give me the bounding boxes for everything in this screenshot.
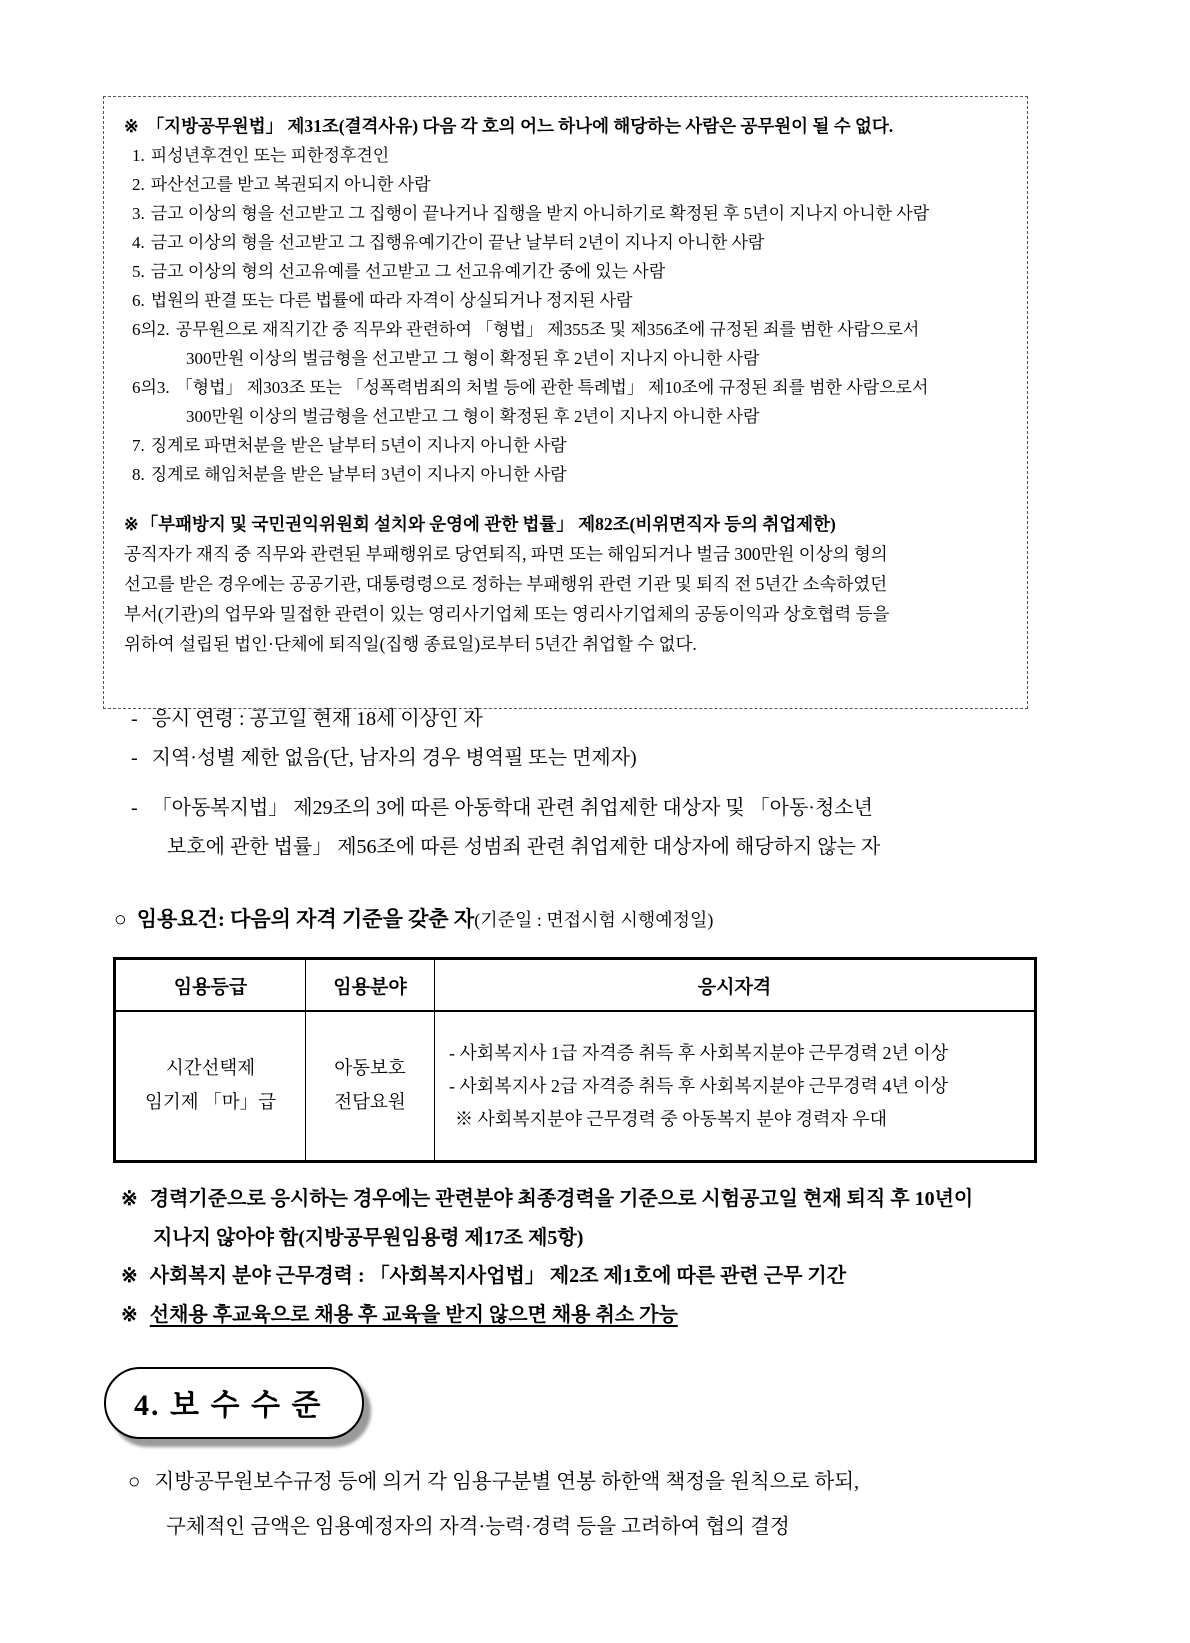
- disqualification-item-6-3-cont: 300만원 이상의 벌금형을 선고받고 그 형이 확정된 후 2년이 지나지 아니한 사람: [186, 407, 760, 426]
- disqualification-item-1: 1. 피성년후견인 또는 피한정후견인: [132, 146, 390, 165]
- reference-mark-icon: ※: [121, 1188, 138, 1210]
- corruption-law-body-line-2: 선고를 받은 경우에는 공공기관, 대통령령으로 정하는 부패행위 관련 기관 및 퇴직 전 5년간 소속하였던: [124, 574, 888, 594]
- disqualification-item-3: 3. 금고 이상의 형을 선고받고 그 집행이 끝나거나 집행을 받지 아니하기로 확정된 후 5년이 지나지 아니한 사람: [132, 204, 930, 223]
- disqualification-item-6-2-cont: 300만원 이상의 벌금형을 선고받고 그 형이 확정된 후 2년이 지나지 아니한 사람: [186, 349, 760, 368]
- notes-list: [121, 1180, 1131, 1334]
- reference-mark-icon: ※: [124, 116, 139, 136]
- corruption-law-body-line-1: 공직자가 재직 중 직무와 관련된 부패행위로 당연퇴직, 파면 또는 해임되거나 벌금 300만원 이상의 형의: [124, 544, 888, 564]
- disqualification-item-5: 5. 금고 이상의 형의 선고유예를 선고받고 그 선고유예기간 중에 있는 사람: [132, 262, 666, 281]
- requirement-child-welfare: - 「아동복지법」 제29조의 3에 따른 아동학대 관련 취업제한 대상자 및 「아동·청소년: [131, 797, 873, 819]
- law-title-text: 「지방공무원법」 제31조(결격사유) 다음 각 호의 어느 하나에 해당하는 사람은 공무원이 될 수 없다.: [146, 116, 894, 136]
- table-header-field: 임용분야: [306, 959, 435, 1012]
- reference-mark-icon: ※: [121, 1303, 138, 1326]
- appointment-reference-date: (기준일 : 면접시험 시행예정일): [474, 910, 714, 930]
- requirement-age: - 응시 연령 : 공고일 현재 18세 이상인 자: [131, 708, 483, 730]
- law-disqualification-title: [124, 111, 1007, 141]
- notice-box: [103, 96, 1028, 709]
- section-4-salary-badge: 4. 보 수 수 준: [104, 1367, 364, 1439]
- disqualification-item-6: 6. 법원의 판결 또는 다른 법률에 따라 자격이 상실되거나 정지된 사람: [132, 291, 633, 310]
- salary-line-2: 구체적인 금액은 임용예정자의 자격·능력·경력 등을 고려하여 협의 결정: [166, 1516, 790, 1538]
- requirement-region-gender: - 지역·성별 제한 없음(단, 남자의 경우 병역필 또는 면제자): [131, 747, 637, 769]
- appointment-title: 임용요건: 다음의 자격 기준을 갖춘 자: [136, 907, 475, 931]
- note-training-cancellation: ※ 선채용 후교육으로 채용 후 교육을 받지 않으면 채용 취소 가능: [121, 1303, 678, 1326]
- table-row: [115, 1011, 1036, 1162]
- reference-mark-icon: ※: [121, 1265, 138, 1287]
- circle-bullet-icon: ○: [114, 907, 127, 931]
- salary-paragraph: [128, 1460, 1128, 1550]
- note-career-basis: ※ 경력기준으로 응시하는 경우에는 관련분야 최종경력을 기준으로 시험공고일 현재 퇴직 후 10년이: [121, 1188, 974, 1210]
- disqualification-item-7: 7. 징계로 파면처분을 받은 날부터 5년이 지나지 아니한 사람: [132, 436, 567, 455]
- requirement-child-welfare-cont: 보호에 관한 법률」 제56조에 따른 성범죄 관련 취업제한 대상자에 해당하지 않는 자: [167, 836, 881, 858]
- note-social-welfare-career: ※ 사회복지 분야 근무경력 : 「사회복지사업법」 제2조 제1호에 따른 관련 근무 기간: [121, 1265, 847, 1287]
- note-career-basis-cont: 지나지 않아야 함(지방공무원임용령 제17조 제5항): [153, 1226, 584, 1249]
- cell-field: 아동보호 전담요원: [306, 1011, 435, 1162]
- disqualification-item-6-3: 6의3. 「형법」 제303조 또는 「성폭력범죄의 처벌 등에 관한 특례법」 제10조에 규정된 죄를 범한 사람으로서: [132, 378, 929, 397]
- corruption-law-body-line-4: 위하여 설립된 법인·단체에 퇴직일(집행 종료일)로부터 5년간 취업할 수 없다.: [124, 634, 697, 654]
- cell-grade: 시간선택제 임기제 「마」급: [115, 1011, 306, 1162]
- salary-line-1: ○ 지방공무원보수규정 등에 의거 각 임용구분별 연봉 하한액 책정을 원칙으로 하되,: [128, 1471, 860, 1493]
- appointment-heading: [114, 903, 713, 933]
- corruption-law-title: ※ 「부패방지 및 국민권익위원회 설치와 운영에 관한 법률」 제82조(비위면직자 등의 취업제한): [124, 514, 836, 534]
- cell-qualification: - 사회복지사 1급 자격증 취득 후 사회복지분야 근무경력 2년 이상 - 사회복지사 2급 자격증 취득 후 사회복지분야 근무경력 4년 이상 ※ 사회복지분야 근무경력 중 아동복지 분야 경력자 우대: [435, 1011, 1036, 1162]
- table-header-qualification: 응시자격: [435, 959, 1036, 1012]
- requirements-list: [131, 700, 1111, 867]
- table-header-grade: 임용등급: [115, 959, 306, 1012]
- disqualification-item-8: 8. 징계로 해임처분을 받은 날부터 3년이 지나지 아니한 사람: [132, 465, 567, 484]
- circle-bullet-icon: ○: [128, 1471, 141, 1493]
- reference-mark-icon: ※: [124, 514, 139, 534]
- disqualification-item-6-2: 6의2. 공무원으로 재직기간 중 직무와 관련하여 「형법」 제355조 및 제356조에 규정된 죄를 범한 사람으로서: [132, 320, 920, 339]
- table-header-row: [115, 959, 1036, 1012]
- corruption-law-body-line-3: 부서(기관)의 업무와 밀접한 관련이 있는 영리사기업체 또는 영리사기업체의 공동이익과 상호협력 등을: [124, 604, 890, 624]
- disqualification-item-4: 4. 금고 이상의 형을 선고받고 그 집행유예기간이 끝난 날부터 2년이 지나지 아니한 사람: [132, 233, 765, 252]
- qualification-table: [113, 957, 1037, 1163]
- disqualification-item-2: 2. 파산선고를 받고 복권되지 아니한 사람: [132, 175, 431, 194]
